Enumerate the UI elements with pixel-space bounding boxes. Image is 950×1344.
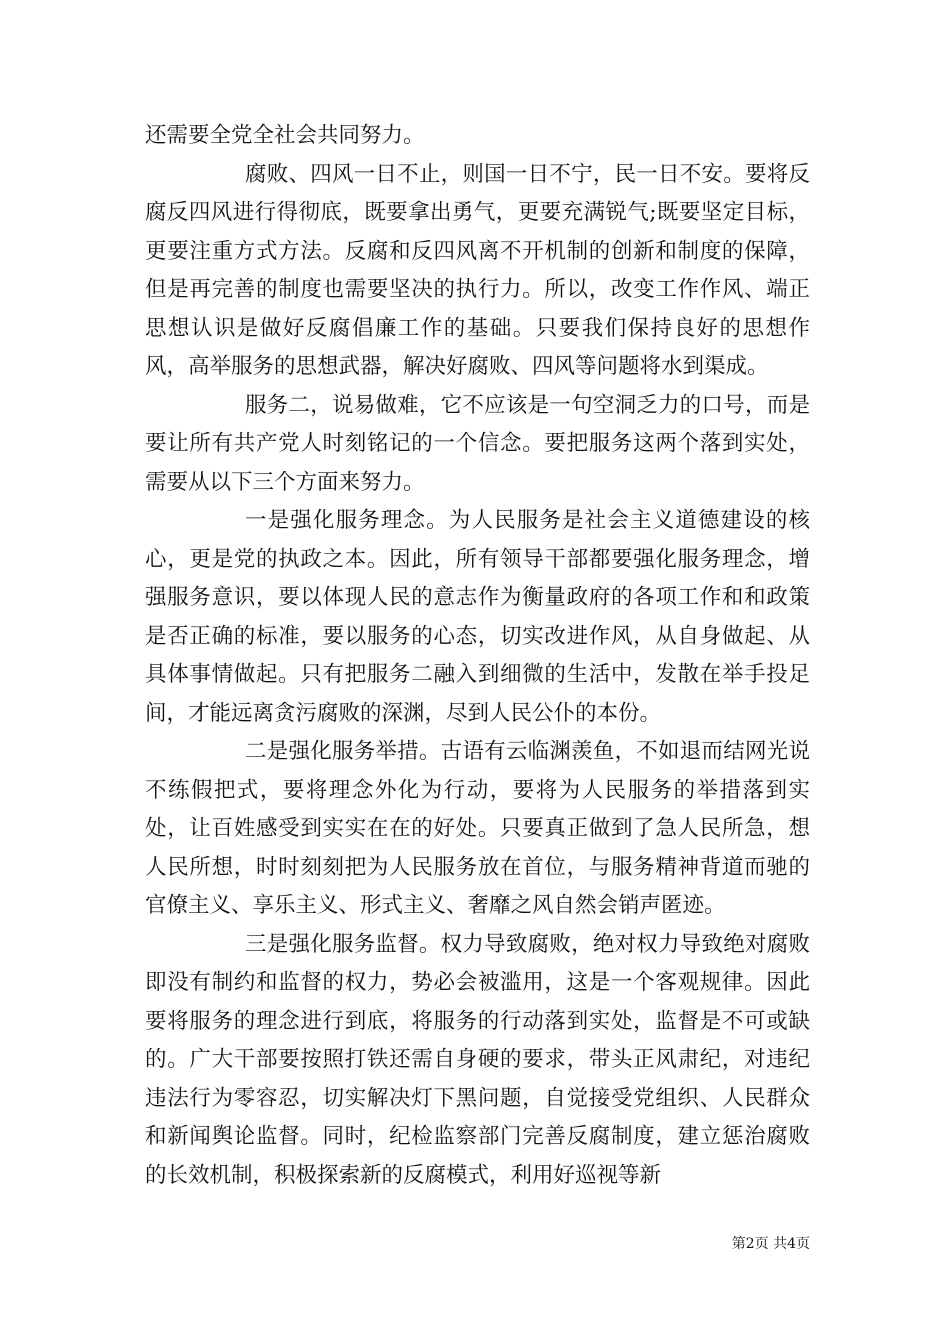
document-body [145,117,810,1195]
page-number-footer: 第2页 共4页 [731,1236,810,1252]
paragraph: 服务二，说易做难，它不应该是一句空洞乏力的口号，而是要让所有共产党人时刻铭记的一个信念。要把服务这两个落到实处，需要从以下三个方面来努力。 [145,392,810,495]
paragraph: 二是强化服务举措。古语有云临渊羡鱼，不如退而结网光说不练假把式，要将理念外化为行动，要将为人民服务的举措落到实处，让百姓感受到实实在在的好处。只要真正做到了急人民所急，想人民所想，时时刻刻把为人民服务放在首位，与服务精神背道而驰的官僚主义、享乐主义、形式主义、奢靡之风自然会销声匿迹。 [145,739,810,918]
paragraph: 三是强化服务监督。权力导致腐败，绝对权力导致绝对腐败即没有制约和监督的权力，势必会被滥用，这是一个客观规律。因此要将服务的理念进行到底，将服务的行动落到实处，监督是不可或缺的。广大干部要按照打铁还需自身硬的要求，带头正风肃纪，对违纪违法行为零容忍，切实解决灯下黑问题，自觉接受党组织、人民群众和新闻舆论监督。同时，纪检监察部门完善反腐制度，建立惩治腐败的长效机制，积极探索新的反腐模式，利用好巡视等新 [145,931,810,1188]
paragraph: 一是强化服务理念。为人民服务是社会主义道德建设的核心，更是党的执政之本。因此，所有领导干部都要强化服务理念，增强服务意识，要以体现人民的意志作为衡量政府的各项工作和和政策是否正确的标准，要以服务的心态，切实改进作风，从自身做起、从具体事情做起。只有把服务二融入到细微的生活中，发散在举手投足间，才能远离贪污腐败的深渊，尽到人民公仆的本份。 [145,508,810,726]
paragraph-continuation: 还需要全党全社会共同努力。 [145,123,425,148]
paragraph: 腐败、四风一日不止，则国一日不宁，民一日不安。要将反腐反四风进行得彻底，既要拿出勇气，更要充满锐气;既要坚定目标，更要注重方式方法。反腐和反四风离不开机制的创新和制度的保障，但是再完善的制度也需要坚决的执行力。所以，改变工作作风、端正思想认识是做好反腐倡廉工作的基础。只要我们保持良好的思想作风，高举服务的思想武器，解决好腐败、四风等问题将水到渠成。 [145,161,810,379]
